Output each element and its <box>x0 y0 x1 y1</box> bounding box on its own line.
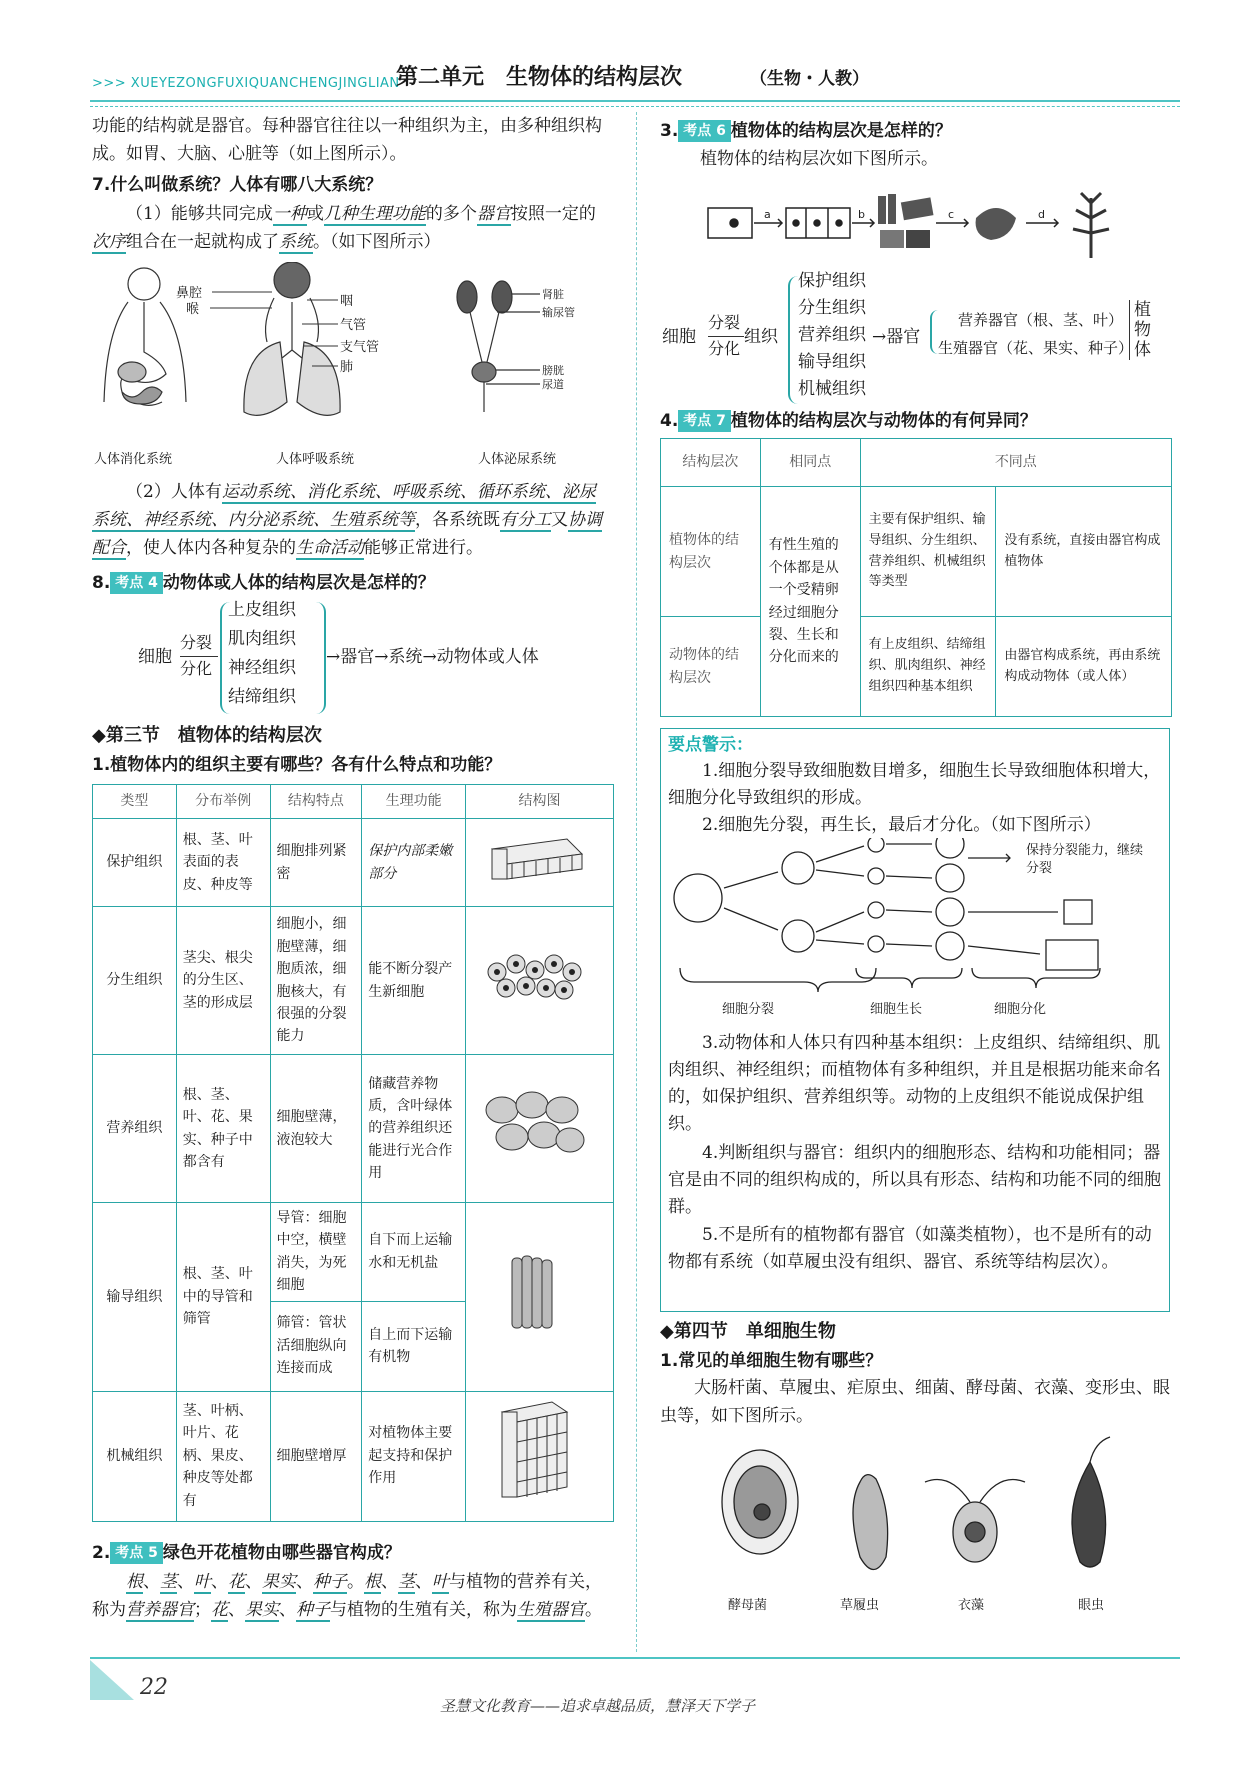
label-larynx: 喉 <box>186 302 200 317</box>
page-subtitle: （生物・人教） <box>750 69 869 89</box>
unicellular-organisms-figure <box>700 1432 1140 1582</box>
plant-body-label: 植物体 <box>1134 300 1151 360</box>
cell-type: 输导组织 <box>93 1203 177 1392</box>
nutrient-tissue-icon <box>472 1085 592 1165</box>
caption-urinary: 人体泌尿系统 <box>478 452 557 467</box>
nutrient-organ-label: 营养器官（根、茎、叶） <box>958 311 1124 329</box>
caption-chlamydomonas: 衣藻 <box>958 1598 985 1613</box>
alert-point-5: 5.不是所有的植物都有器官（如藻类植物），也不是所有的动物都有系统（如草履虫没有组织、器官、系统等结构层次）。 <box>668 1225 1152 1272</box>
label-pharynx: 咽 <box>340 294 354 309</box>
plant-diff-label: 分化 <box>708 339 741 358</box>
question-1-tissues: 1.植物体内的组织主要有哪些？各有什么特点和功能？ <box>92 755 502 775</box>
animal-tissue-item: 结缔组织 <box>228 687 296 707</box>
plant-split-label: 分裂 <box>708 313 741 332</box>
page-number: 22 <box>140 1675 168 1700</box>
cell-func: 对植物体主要起支持和保护作用 <box>362 1391 466 1521</box>
step-c: c <box>948 208 955 221</box>
reproductive-organ-label: 生殖器官（花、果实、种子） <box>938 339 1134 357</box>
step-d: d <box>1038 208 1045 221</box>
table-header-row <box>661 439 1172 487</box>
animal-tissue-item: 肌肉组织 <box>228 629 296 649</box>
cell-dist: 根、茎、叶、花、果实、种子中都含有 <box>176 1055 270 1203</box>
plant-hierarchy-figure <box>706 178 1146 268</box>
cell-dist: 根、茎、叶中的导管和筛管 <box>176 1203 270 1392</box>
cell-struct: 细胞壁薄，液泡较大 <box>270 1055 362 1203</box>
q7-answer-1: （1）能够共同完成一种或几种生理功能的多个器官按照一定的次序组合在一起就构成了系统。（如下图所示） <box>92 204 596 252</box>
conducting-tissue-icon <box>472 1248 592 1338</box>
cell-diagram <box>466 907 614 1055</box>
animal-hierarchy-rest: →器官→系统→动物体或人体 <box>326 647 539 667</box>
table-row <box>661 617 1172 717</box>
alert-point-2: 2.细胞先分裂，再生长，最后才分化。（如下图所示） <box>702 815 1101 835</box>
intro-paragraph: 功能的结构就是器官。每种器官往往以一种组织为主，由多种组织构成。如胃、大脑、心脏等（如上图所示）。 <box>92 116 602 164</box>
plant-tissue-label: 组织 <box>744 327 778 347</box>
caption-respiratory: 人体呼吸系统 <box>276 452 355 467</box>
exam-point-tag: 考点 5 <box>110 1542 163 1564</box>
question-2-organs: 2. 考点 5 绿色开花植物由哪些器官构成？ <box>92 1543 401 1563</box>
step-a: a <box>764 208 771 221</box>
digestive-system-illustration <box>104 268 186 405</box>
exam-point-tag: 考点 6 <box>678 120 731 142</box>
mechanical-tissue-icon <box>472 1397 592 1507</box>
plant-tissue-item: 机械组织 <box>798 379 866 399</box>
cell-dist: 茎尖、根尖的分生区、茎的形成层 <box>176 907 270 1055</box>
header-pinyin: >>> XUEYEZONGFUXIQUANCHENGJINGLIAN <box>92 76 400 91</box>
cell-dist: 茎、叶柄、叶片、花柄、果皮、种皮等处都有 <box>176 1391 270 1521</box>
animal-diff-label: 分化 <box>180 659 213 678</box>
caption-cell-growth: 细胞生长 <box>870 1002 923 1017</box>
cell-plant-tissue: 主要有保护组织、输导组织、分生组织、营养组织、机械组织等类型 <box>860 487 996 617</box>
cell-animal-diff: 由器官构成系统，再由系统构成动物体（或人体） <box>996 617 1172 717</box>
animal-split-label: 分裂 <box>180 633 213 652</box>
table-row <box>661 487 1172 617</box>
plant-brace <box>788 276 798 404</box>
col-header-level: 结构层次 <box>661 439 761 487</box>
cell-struct: 细胞排列紧密 <box>270 819 362 907</box>
plant-tissue-item: 营养组织 <box>798 325 866 345</box>
question-4-compare: 4. 考点 7 植物体的结构层次与动物体的有何异同？ <box>660 411 1037 431</box>
organ-brace <box>930 310 938 354</box>
cell-plant-level: 植物体的结构层次 <box>661 487 761 617</box>
table-header-row <box>93 785 614 819</box>
label-lung: 肺 <box>340 360 354 375</box>
table-row <box>93 1203 614 1302</box>
col-header-diff: 不同点 <box>860 439 1171 487</box>
table-row <box>93 1391 614 1521</box>
cell-type: 机械组织 <box>93 1391 177 1521</box>
footer-slogan: 圣慧文化教育——追求卓越品质，慧泽天下学子 <box>440 1697 756 1715</box>
plant-organ-label: →器官 <box>872 327 921 347</box>
animal-tissue-item: 神经组织 <box>228 658 296 678</box>
keep-dividing-label: 保持分裂能力，继续分裂 <box>1026 843 1144 876</box>
meristem-tissue-icon <box>472 942 592 1012</box>
q2-answer: 根、茎、叶、花、果实、种子。根、茎、叶与植物的营养有关，称为营养器官；花、果实、种子与植物的生殖有关，称为生殖器官。 <box>92 1572 602 1620</box>
column-divider <box>636 112 637 1652</box>
cell-same: 有性生殖的个体都是从一个受精卵经过细胞分裂、生长和分化而来的 <box>760 487 860 717</box>
animal-cell-label: 细胞 <box>138 647 172 667</box>
plant-tissue-item: 分生组织 <box>798 298 866 318</box>
label-nasal-cavity: 鼻腔 <box>176 286 203 301</box>
cell-diagram <box>466 1055 614 1203</box>
label-ureter: 输尿管 <box>542 306 575 319</box>
cell-func: 自下而上运输水和无机盐 <box>362 1203 466 1302</box>
animal-brace-right <box>316 602 326 714</box>
label-bronchus: 支气管 <box>340 340 380 355</box>
cell-func: 能不断分裂产生新细胞 <box>362 907 466 1055</box>
alert-title: 要点警示： <box>668 735 753 755</box>
cell-dist: 根、茎、叶表面的表皮、种皮等 <box>176 819 270 907</box>
caption-digestive: 人体消化系统 <box>94 452 173 467</box>
cell-type: 营养组织 <box>93 1055 177 1203</box>
cell-func: 自上而下运输有机物 <box>362 1301 466 1391</box>
cell-struct: 细胞小，细胞壁薄，细胞质浓，细胞核大，有很强的分裂能力 <box>270 907 362 1055</box>
plant-tissue-list <box>798 268 866 403</box>
cell-diagram <box>466 819 614 907</box>
respiratory-system-illustration <box>244 262 340 415</box>
organ-brace-right <box>1124 300 1130 360</box>
caption-cell-division: 细胞分裂 <box>722 1002 775 1017</box>
exam-point-tag: 考点 4 <box>110 572 163 594</box>
question-3-plant-hierarchy: 3. 考点 6 植物体的结构层次是怎样的？ <box>660 121 952 141</box>
col-header-diagram: 结构图 <box>466 785 614 819</box>
alert-point-1: 1.细胞分裂导致细胞数目增多，细胞生长导致细胞体积增大，细胞分化导致组织的形成。 <box>668 761 1161 808</box>
page-title: 第二单元 生物体的结构层次 <box>396 65 683 90</box>
label-kidney: 肾脏 <box>542 288 564 301</box>
cell-diagram <box>466 1203 614 1392</box>
cell-type: 保护组织 <box>93 819 177 907</box>
caption-euglena: 眼虫 <box>1078 1598 1105 1613</box>
q3-answer: 植物体的结构层次如下图所示。 <box>700 149 938 169</box>
step-b: b <box>858 208 865 221</box>
section-3-title: ◆第三节 植物体的结构层次 <box>92 725 322 746</box>
question-1-unicellular: 1.常见的单细胞生物有哪些？ <box>660 1351 883 1371</box>
table-row <box>93 907 614 1055</box>
col-header-same: 相同点 <box>760 439 860 487</box>
cell-struct: 筛管：管状活细胞纵向连接而成 <box>270 1301 362 1391</box>
cell-struct: 导管：细胞中空，横壁消失，为死细胞 <box>270 1203 362 1302</box>
q7-answer-2: （2）人体有运动系统、消化系统、呼吸系统、循环系统、泌尿系统、神经系统、内分泌系统、生殖系统等，各系统既有分工又协调配合，使人体内各种复杂的生命活动能够正常进行。 <box>92 482 602 558</box>
plant-tissue-item: 输导组织 <box>798 352 866 372</box>
footer-rule <box>90 1657 1180 1659</box>
cell-struct: 细胞壁增厚 <box>270 1391 362 1521</box>
cell-type: 分生组织 <box>93 907 177 1055</box>
label-urethra: 尿道 <box>542 378 564 391</box>
col-header-type: 类型 <box>93 785 177 819</box>
exam-point-tag: 考点 7 <box>678 410 731 432</box>
animal-tissue-list <box>228 596 296 712</box>
header-rule <box>90 100 1180 102</box>
label-bladder: 膀胱 <box>542 364 564 377</box>
plant-tissue-table <box>92 784 614 1522</box>
alert-point-4: 4.判断组织与器官：组织内的细胞形态、结构和功能相同；器官是由不同的组织构成的，所以具有形态、结构和功能不同的细胞群。 <box>668 1143 1161 1217</box>
label-trachea: 气管 <box>340 318 367 333</box>
cell-func: 储藏营养物质，含叶绿体的营养组织还能进行光合作用 <box>362 1055 466 1203</box>
plant-cell-label: 细胞 <box>662 327 696 347</box>
cell-plant-diff: 没有系统，直接由器官构成植物体 <box>996 487 1172 617</box>
question-8: 8. 考点 4 动物体或人体的结构层次是怎样的？ <box>92 573 435 593</box>
urinary-system-illustration <box>457 281 540 412</box>
cell-animal-tissue: 有上皮组织、结缔组织、肌肉组织、神经组织四种基本组织 <box>860 617 996 717</box>
plant-tissue-item: 保护组织 <box>798 271 866 291</box>
caption-paramecium: 草履虫 <box>840 1598 880 1613</box>
table-row <box>93 1055 614 1203</box>
alert-point-3: 3.动物体和人体只有四种基本组织：上皮组织、结缔组织、肌肉组织、神经组织；而植物体有多种组织，并且是根据功能来命名的，如保护组织、营养组织等。动物的上皮组织不能说成保护组织。 <box>668 1033 1161 1134</box>
question-7: 7.什么叫做系统？人体有哪八大系统？ <box>92 175 383 195</box>
paramecium-icon <box>853 1475 888 1570</box>
table-row <box>93 819 614 907</box>
cell-func: 保护内部柔嫩部分 <box>362 819 466 907</box>
col-header-function: 生理功能 <box>362 785 466 819</box>
euglena-icon <box>1072 1462 1106 1567</box>
header-rule-dashed <box>90 106 1180 107</box>
protective-tissue-icon <box>472 834 592 884</box>
section-4-title: ◆第四节 单细胞生物 <box>660 1321 836 1342</box>
caption-cell-differentiation: 细胞分化 <box>994 1002 1047 1017</box>
cell-diagram <box>466 1391 614 1521</box>
unicellular-answer: 大肠杆菌、草履虫、疟原虫、细菌、酵母菌、衣藻、变形虫、眼虫等，如下图所示。 <box>660 1378 1170 1426</box>
col-header-structure: 结构特点 <box>270 785 362 819</box>
caption-yeast: 酵母菌 <box>728 1598 768 1613</box>
animal-tissue-item: 上皮组织 <box>228 600 296 620</box>
col-header-distribution: 分布举例 <box>176 785 270 819</box>
footer-corner-decoration <box>90 1660 134 1700</box>
cell-animal-level: 动物体的结构层次 <box>661 617 761 717</box>
comparison-table <box>660 438 1172 717</box>
